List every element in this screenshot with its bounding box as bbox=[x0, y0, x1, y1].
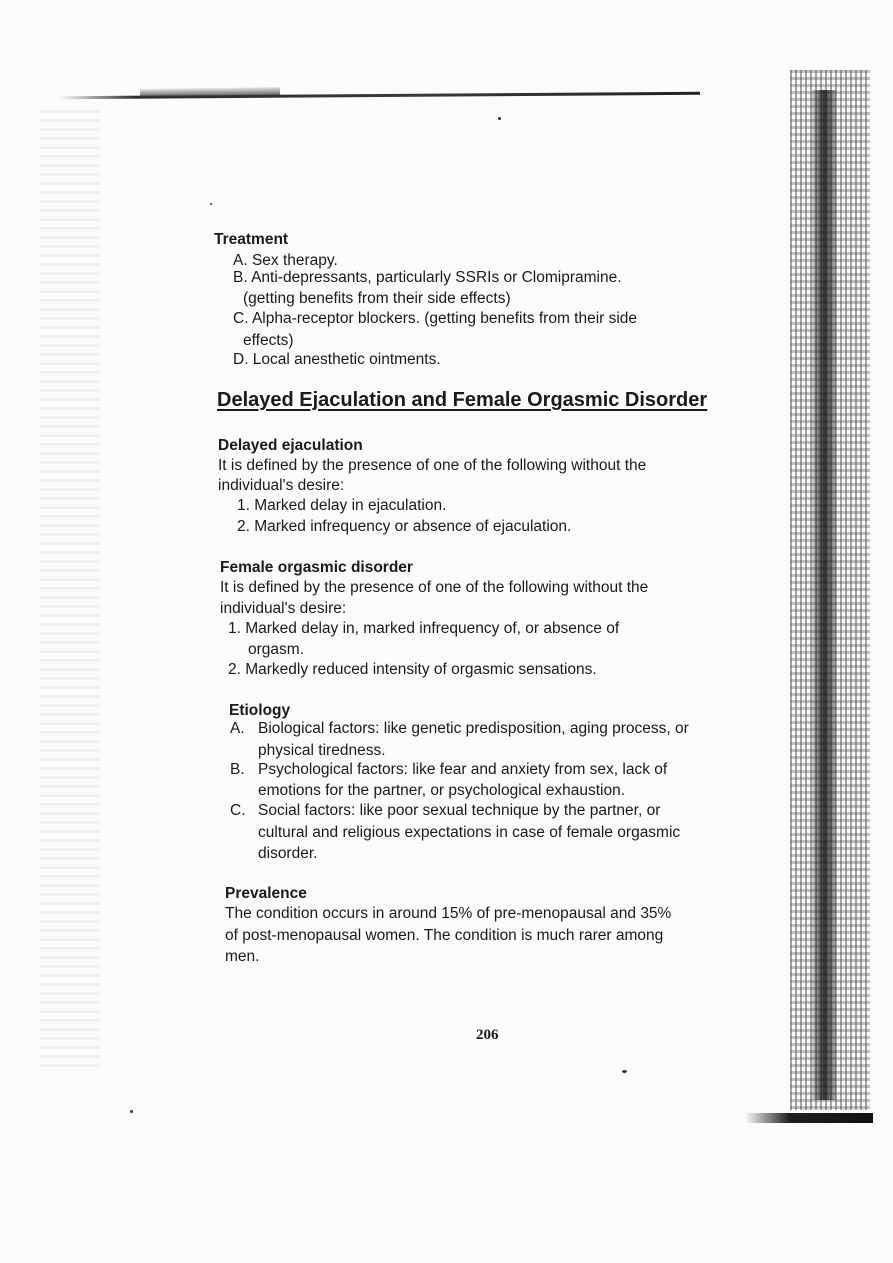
delayed-ejaculation-item: 1. Marked delay in ejaculation. bbox=[237, 497, 447, 514]
section-title: Delayed Ejaculation and Female Orgasmic Disorder bbox=[217, 389, 708, 411]
etiology-letter: C. bbox=[230, 802, 246, 819]
female-orgasmic-disorder-item: 1. Marked delay in, marked infrequency of, or absence of bbox=[228, 620, 620, 637]
prevalence-text: of post-menopausal women. The condition is much rarer among bbox=[225, 927, 664, 944]
treatment-item: D. Local anesthetic ointments. bbox=[233, 351, 441, 368]
delayed-ejaculation-heading: Delayed ejaculation bbox=[218, 437, 363, 454]
female-orgasmic-disorder-item-continuation: orgasm. bbox=[248, 641, 304, 658]
etiology-heading: Etiology bbox=[229, 702, 291, 719]
etiology-item: Psychological factors: like fear and anxiety from sex, lack of bbox=[258, 761, 668, 778]
female-orgasmic-disorder-heading: Female orgasmic disorder bbox=[220, 559, 413, 576]
delayed-ejaculation-intro: It is defined by the presence of one of the following without the bbox=[218, 457, 647, 474]
etiology-item-continuation: disorder. bbox=[258, 845, 318, 862]
etiology-item-continuation: emotions for the partner, or psychological exhaustion. bbox=[258, 782, 626, 799]
etiology-item-continuation: physical tiredness. bbox=[258, 742, 386, 759]
treatment-item: C. Alpha-receptor blockers. (getting benefits from their side bbox=[233, 310, 638, 327]
treatment-item-continuation: effects) bbox=[243, 332, 294, 349]
delayed-ejaculation-intro: individual's desire: bbox=[218, 477, 345, 494]
etiology-item-continuation: cultural and religious expectations in case of female orgasmic bbox=[258, 824, 681, 841]
prevalence-text: men. bbox=[225, 948, 260, 965]
female-orgasmic-disorder-item: 2. Markedly reduced intensity of orgasmic sensations. bbox=[228, 661, 597, 678]
female-orgasmic-disorder-intro: It is defined by the presence of one of the following without the bbox=[220, 579, 649, 596]
page-number: 206 bbox=[476, 1027, 499, 1043]
treatment-item: A. Sex therapy. bbox=[233, 252, 338, 269]
delayed-ejaculation-item: 2. Marked infrequency or absence of ejaculation. bbox=[237, 518, 572, 535]
etiology-item: Biological factors: like genetic predisposition, aging process, or bbox=[258, 720, 689, 737]
etiology-item: Social factors: like poor sexual technique by the partner, or bbox=[258, 802, 661, 819]
treatment-item: B. Anti-depressants, particularly SSRIs or Clomipramine. bbox=[233, 269, 622, 286]
etiology-letter: A. bbox=[230, 720, 245, 737]
etiology-letter: B. bbox=[230, 761, 245, 778]
female-orgasmic-disorder-intro: individual's desire: bbox=[220, 600, 347, 617]
treatment-heading: Treatment bbox=[214, 231, 289, 248]
prevalence-heading: Prevalence bbox=[225, 885, 307, 902]
prevalence-text: The condition occurs in around 15% of pre-menopausal and 35% bbox=[225, 905, 672, 922]
treatment-item-continuation: (getting benefits from their side effects) bbox=[243, 290, 511, 307]
